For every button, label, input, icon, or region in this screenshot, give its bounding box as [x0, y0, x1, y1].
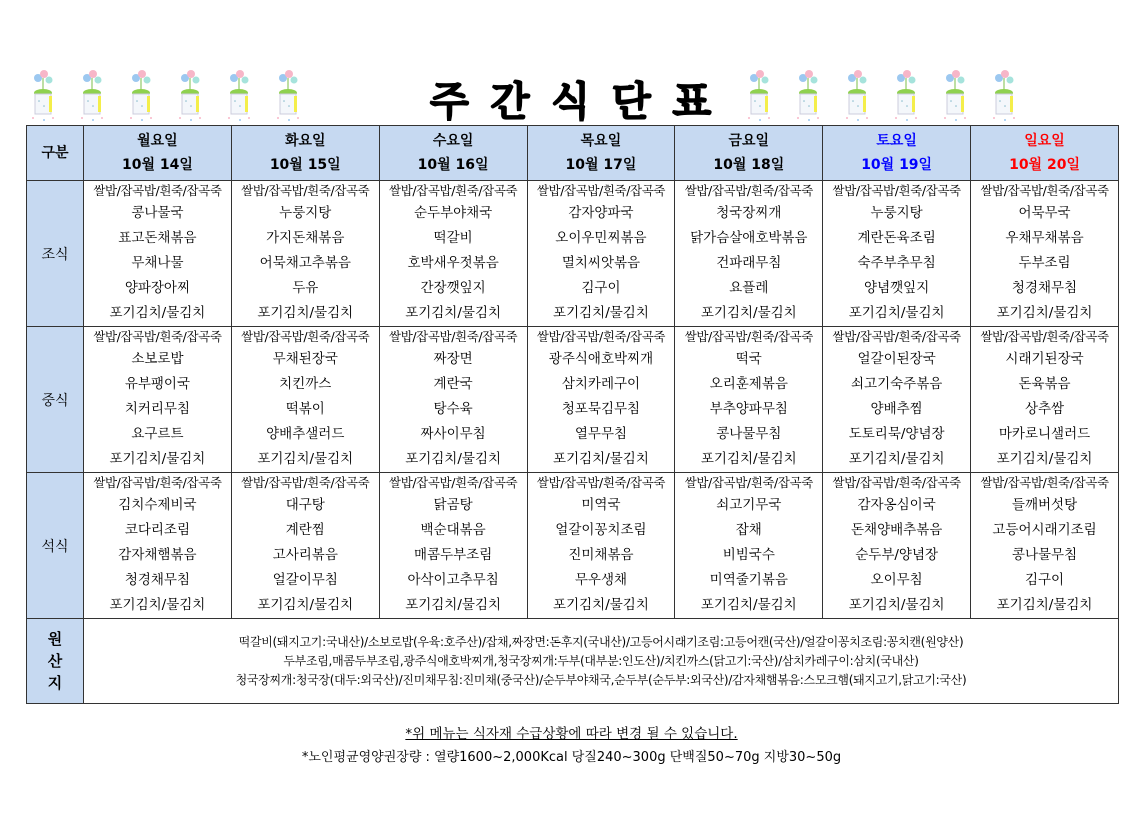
grain-options: 쌀밥/잡곡밥/흰죽/잡곡죽	[684, 475, 813, 490]
day-header	[527, 126, 675, 181]
menu-item: 미역국	[581, 497, 621, 513]
menu-item: 호박새우젓볶음	[407, 255, 499, 271]
day-name: 목요일	[580, 133, 622, 149]
day-header	[231, 126, 379, 181]
day-header	[84, 126, 232, 181]
meal-label: 석식	[27, 473, 84, 619]
menu-item: 계란찜	[285, 522, 325, 538]
menu-item: 마카로니샐러드	[998, 426, 1091, 442]
grain-options: 쌀밥/잡곡밥/흰죽/잡곡죽	[980, 183, 1109, 198]
menu-item: 청포묵김무침	[561, 401, 641, 417]
menu-item: 포기김치/물김치	[700, 451, 797, 467]
menu-cell	[231, 473, 379, 619]
grain-options: 쌀밥/잡곡밥/흰죽/잡곡죽	[832, 475, 961, 490]
grain-options: 쌀밥/잡곡밥/흰죽/잡곡죽	[684, 329, 813, 344]
menu-item: 포기김치/물김치	[109, 451, 206, 467]
origin-line: 두부조림,매콤두부조림,광주식애호박찌개,청국장찌개:두부(대부분:인도산)/치킨까스(닭고기:국산)/삼치카레구이:삼치(국내산)	[283, 653, 919, 668]
grain-options: 쌀밥/잡곡밥/흰죽/잡곡죽	[389, 329, 518, 344]
menu-item: 계란국	[433, 376, 473, 392]
menu-item: 포기김치/물김치	[405, 451, 502, 467]
menu-item: 포기김치/물김치	[996, 305, 1093, 321]
flower-pot-icon	[122, 68, 160, 128]
menu-item: 오이우민찌볶음	[555, 230, 647, 246]
header-row	[27, 126, 1119, 181]
menu-item: 양배추샐러드	[266, 426, 345, 442]
day-name: 금요일	[728, 133, 770, 149]
day-header	[379, 126, 527, 181]
menu-cell	[675, 473, 823, 619]
menu-cell	[527, 181, 675, 327]
menu-item: 쇠고기숙주볶음	[850, 376, 943, 392]
menu-cell	[823, 181, 971, 327]
origin-label-char: 지	[47, 674, 63, 692]
grain-options: 쌀밥/잡곡밥/흰죽/잡곡죽	[536, 329, 666, 344]
menu-item: 상추쌈	[1024, 401, 1065, 417]
menu-change-note: *위 메뉴는 식자재 수급상황에 따라 변경 될 수 있습니다.	[405, 726, 738, 742]
flower-pot-decoration-left	[24, 68, 307, 128]
menu-item: 소보로밥	[131, 351, 184, 367]
grain-options: 쌀밥/잡곡밥/흰죽/잡곡죽	[536, 475, 666, 490]
menu-item: 콩나물국	[131, 205, 184, 221]
grain-options: 쌀밥/잡곡밥/흰죽/잡곡죽	[832, 183, 961, 198]
menu-item: 간장깻잎지	[420, 280, 486, 296]
menu-item: 얼갈이된장국	[857, 351, 936, 367]
menu-item: 닭곰탕	[433, 497, 473, 513]
menu-cell	[379, 181, 527, 327]
menu-item: 치커리무침	[124, 401, 191, 417]
day-date: 10월 20일	[1009, 157, 1080, 173]
menu-item: 누룽지탕	[279, 205, 332, 221]
menu-cell	[379, 473, 527, 619]
menu-item: 청경채무침	[124, 572, 191, 588]
day-header	[971, 126, 1119, 181]
origin-label	[27, 619, 84, 704]
menu-item: 감자옹심이국	[857, 497, 936, 513]
menu-item: 김치수제비국	[118, 497, 197, 513]
menu-item: 포기김치/물김치	[848, 305, 945, 321]
menu-cell	[231, 327, 379, 473]
menu-item: 요플레	[729, 280, 769, 296]
menu-cell	[84, 181, 232, 327]
menu-cell	[675, 181, 823, 327]
meal-label: 중식	[27, 327, 84, 473]
day-name: 토요일	[876, 133, 917, 149]
title-banner	[20, 68, 1120, 124]
menu-item: 대구탕	[285, 497, 325, 513]
menu-item: 무채된장국	[272, 351, 338, 367]
menu-item: 우채무채볶음	[1005, 230, 1084, 246]
menu-cell	[971, 327, 1119, 473]
menu-item: 코다리조림	[124, 522, 191, 538]
menu-item: 포기김치/물김치	[553, 451, 649, 467]
menu-cell	[971, 473, 1119, 619]
menu-item: 양념깻잎지	[864, 280, 930, 296]
flower-pot-icon	[985, 68, 1023, 128]
menu-item: 치킨까스	[279, 376, 332, 392]
grain-options: 쌀밥/잡곡밥/흰죽/잡곡죽	[389, 475, 518, 490]
menu-item: 청국장찌개	[716, 205, 782, 221]
menu-item: 시래기된장국	[1005, 351, 1084, 367]
grain-options: 쌀밥/잡곡밥/흰죽/잡곡죽	[241, 183, 370, 198]
menu-item: 떡볶이	[285, 401, 325, 417]
day-date: 10월 15일	[269, 157, 341, 173]
menu-item: 포기김치/물김치	[700, 597, 797, 613]
category-header: 구분	[27, 126, 84, 181]
menu-item: 누룽지탕	[870, 205, 923, 221]
menu-item: 숙주부추무침	[857, 255, 936, 271]
grain-options: 쌀밥/잡곡밥/흰죽/잡곡죽	[93, 475, 222, 490]
day-date: 10월 14일	[121, 157, 193, 173]
menu-item: 오리훈제볶음	[709, 376, 788, 392]
meal-row-1	[27, 327, 1119, 473]
menu-item: 아삭이고추무침	[407, 572, 499, 588]
flower-pot-icon	[789, 68, 827, 128]
flower-pot-icon	[269, 68, 307, 128]
menu-item: 양배추찜	[870, 401, 923, 417]
menu-item: 삼치카레구이	[561, 376, 641, 392]
menu-item: 양파장아찌	[124, 280, 191, 296]
menu-item: 김구이	[1024, 572, 1065, 588]
day-date: 10월 16일	[417, 157, 489, 173]
grain-options: 쌀밥/잡곡밥/흰죽/잡곡죽	[980, 475, 1109, 490]
nutrition-note: *노인평균영양권장량 : 열량1600~2,000Kcal 당질240~300g 단백질50~70g 지방30~50g	[301, 750, 842, 765]
flower-pot-icon	[73, 68, 111, 128]
menu-item: 짜장면	[433, 351, 473, 367]
flower-pot-icon	[171, 68, 209, 128]
weekly-menu-table	[26, 125, 1119, 704]
menu-item: 감자양파국	[568, 205, 634, 221]
flower-pot-decoration-right	[740, 68, 1023, 128]
menu-item: 청경채무침	[1011, 280, 1078, 296]
menu-item: 무채나물	[131, 255, 184, 271]
menu-cell	[823, 327, 971, 473]
menu-item: 포기김치/물김치	[996, 451, 1093, 467]
meal-row-0	[27, 181, 1119, 327]
menu-item: 얼갈이꽁치조림	[555, 522, 647, 538]
flower-pot-icon	[220, 68, 258, 128]
menu-item: 진미채볶음	[568, 547, 634, 563]
menu-item: 두유	[292, 280, 319, 296]
flower-pot-icon	[936, 68, 974, 128]
menu-item: 포기김치/물김치	[848, 597, 945, 613]
day-name: 월요일	[137, 133, 178, 149]
menu-cell	[527, 327, 675, 473]
day-date: 10월 17일	[565, 157, 637, 173]
menu-item: 포기김치/물김치	[553, 305, 649, 321]
grain-options: 쌀밥/잡곡밥/흰죽/잡곡죽	[93, 183, 222, 198]
menu-item: 비빔국수	[722, 547, 775, 563]
menu-item: 콩나물무침	[716, 426, 782, 442]
menu-item: 포기김치/물김치	[405, 305, 502, 321]
day-name: 화요일	[284, 133, 326, 149]
menu-item: 포기김치/물김치	[257, 305, 354, 321]
menu-cell	[379, 327, 527, 473]
menu-item: 떡갈비	[433, 230, 473, 246]
menu-item: 김구이	[581, 280, 621, 296]
menu-cell	[527, 473, 675, 619]
menu-item: 백순대볶음	[420, 522, 486, 538]
menu-item: 도토리묵/양념장	[848, 426, 945, 442]
menu-item: 오이무침	[870, 572, 923, 588]
menu-item: 유부팽이국	[124, 376, 191, 392]
grain-options: 쌀밥/잡곡밥/흰죽/잡곡죽	[536, 183, 666, 198]
day-name: 일요일	[1024, 133, 1065, 149]
menu-item: 잡채	[735, 522, 762, 538]
origin-line: 청국장찌개:청국장(대두:외국산)/진미채무침:진미채(중국산)/순두부야채국,순두부(순두부:외국산)/감자채햄볶음:스모크햄(돼지고기,닭고기:국산)	[235, 672, 967, 687]
grain-options: 쌀밥/잡곡밥/흰죽/잡곡죽	[389, 183, 518, 198]
menu-item: 계란돈육조림	[857, 230, 936, 246]
menu-item: 미역줄기볶음	[709, 572, 788, 588]
menu-item: 어묵무국	[1018, 205, 1071, 221]
origin-row	[27, 619, 1119, 704]
flower-pot-icon	[24, 68, 62, 128]
menu-item: 매콤두부조림	[413, 547, 493, 563]
grain-options: 쌀밥/잡곡밥/흰죽/잡곡죽	[980, 329, 1109, 344]
menu-item: 요구르트	[131, 426, 184, 442]
grain-options: 쌀밥/잡곡밥/흰죽/잡곡죽	[684, 183, 813, 198]
grain-options: 쌀밥/잡곡밥/흰죽/잡곡죽	[93, 329, 222, 344]
menu-item: 포기김치/물김치	[848, 451, 945, 467]
page-title: 주간식단표	[430, 79, 734, 125]
menu-item: 포기김치/물김치	[257, 597, 354, 613]
menu-item: 고사리볶음	[272, 547, 338, 563]
day-date: 10월 18일	[713, 157, 785, 173]
day-date: 10월 19일	[861, 157, 933, 173]
menu-item: 광주식애호박찌개	[548, 351, 654, 367]
menu-item: 포기김치/물김치	[109, 597, 206, 613]
menu-item: 포기김치/물김치	[996, 597, 1093, 613]
menu-cell	[231, 181, 379, 327]
menu-item: 어묵채고추볶음	[259, 255, 351, 271]
menu-item: 표고돈채볶음	[118, 230, 197, 246]
menu-item: 얼갈이무침	[272, 572, 338, 588]
menu-item: 떡국	[735, 351, 762, 367]
origin-label-char: 원	[47, 630, 63, 648]
menu-item: 포기김치/물김치	[405, 597, 502, 613]
menu-item: 두부조림	[1018, 255, 1071, 271]
origin-label-char: 산	[47, 652, 63, 670]
menu-item: 탕수육	[433, 401, 473, 417]
meal-row-2	[27, 473, 1119, 619]
menu-item: 포기김치/물김치	[553, 597, 649, 613]
flower-pot-icon	[838, 68, 876, 128]
menu-item: 쇠고기무국	[716, 497, 782, 513]
menu-item: 열무무침	[574, 426, 628, 442]
menu-item: 부추양파무침	[709, 401, 788, 417]
menu-cell	[675, 327, 823, 473]
flower-pot-icon	[887, 68, 925, 128]
day-header	[823, 126, 971, 181]
menu-item: 감자채햄볶음	[118, 547, 197, 563]
menu-item: 포기김치/물김치	[109, 305, 206, 321]
menu-item: 건파래무침	[716, 255, 782, 271]
menu-item: 들깨버섯탕	[1011, 497, 1078, 513]
menu-cell	[823, 473, 971, 619]
menu-item: 포기김치/물김치	[700, 305, 797, 321]
menu-item: 포기김치/물김치	[257, 451, 354, 467]
menu-item: 돈채양배추볶음	[850, 522, 943, 538]
day-name: 수요일	[432, 133, 474, 149]
menu-item: 돈육볶음	[1018, 376, 1071, 392]
menu-item: 가지돈채볶음	[266, 230, 345, 246]
grain-options: 쌀밥/잡곡밥/흰죽/잡곡죽	[241, 329, 370, 344]
origin-info	[84, 619, 1119, 704]
menu-cell	[971, 181, 1119, 327]
flower-pot-icon	[740, 68, 778, 128]
menu-item: 순두부/양념장	[855, 547, 939, 563]
menu-item: 콩나물무침	[1011, 547, 1078, 563]
menu-item: 멸치씨앗볶음	[561, 255, 641, 271]
menu-item: 고등어시래기조림	[992, 522, 1097, 538]
menu-item: 순두부야채국	[413, 205, 493, 221]
menu-item: 닭가슴살애호박볶음	[690, 230, 808, 246]
day-header	[675, 126, 823, 181]
grain-options: 쌀밥/잡곡밥/흰죽/잡곡죽	[241, 475, 370, 490]
origin-line: 떡갈비(돼지고기:국내산)/소보로밥(우육:호주산)/잡채,짜장면:돈후지(국내산)/고등어시래기조림:고등어캔(국산)/얼갈이꽁치조림:꽁치캔(원양산)	[238, 634, 964, 649]
grain-options: 쌀밥/잡곡밥/흰죽/잡곡죽	[832, 329, 961, 344]
menu-item: 짜사이무침	[420, 426, 486, 442]
meal-label: 조식	[27, 181, 84, 327]
menu-cell	[84, 327, 232, 473]
menu-item: 무우생채	[574, 572, 628, 588]
menu-cell	[84, 473, 232, 619]
